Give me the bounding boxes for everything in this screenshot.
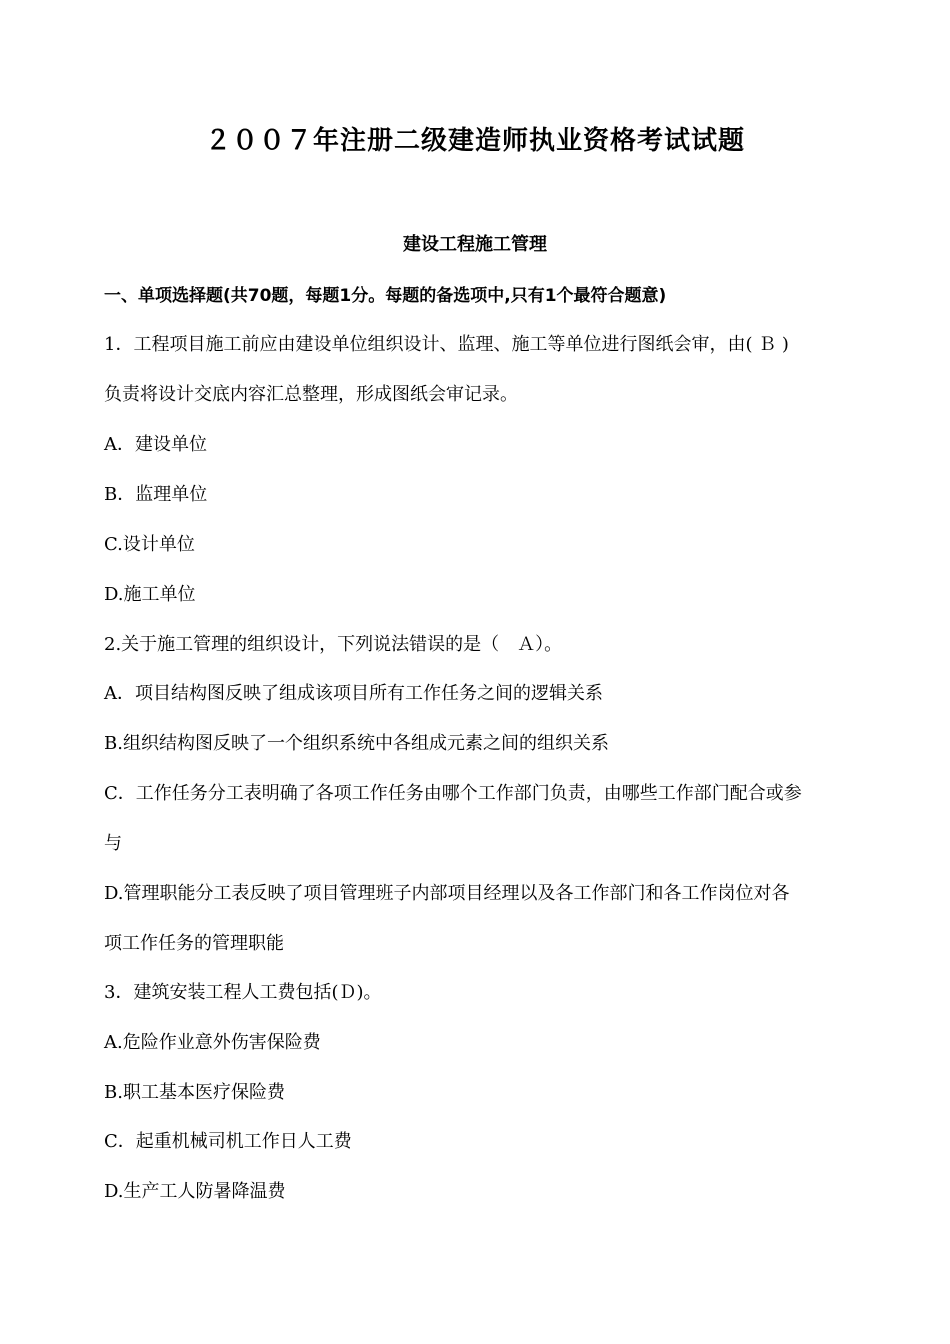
question-1-option-b: B．监理单位 bbox=[104, 484, 208, 505]
question-2-option-c-line-2: 与 bbox=[104, 833, 122, 854]
question-2-option-a: A．项目结构图反映了组成该项目所有工作任务之间的逻辑关系 bbox=[104, 683, 603, 704]
question-1-option-d: D.施工单位 bbox=[104, 584, 196, 605]
question-1-option-a: A．建设单位 bbox=[104, 434, 207, 455]
question-3-option-a: A.危险作业意外伤害保险费 bbox=[104, 1032, 321, 1053]
question-2-option-c-line-1: C．工作任务分工表明确了各项工作任务由哪个工作部门负责，由哪些工作部门配合或参 bbox=[104, 783, 802, 804]
question-1-stem-line-1: 1．工程项目施工前应由建设单位组织设计、监理、施工等单位进行图纸会审，由( Ｂ ) bbox=[104, 334, 789, 355]
question-1-stem-line-2: 负责将设计交底内容汇总整理，形成图纸会审记录。 bbox=[104, 384, 518, 405]
question-1-option-c: C.设计单位 bbox=[104, 534, 195, 555]
question-2-option-d-line-1: D.管理职能分工表反映了项目管理班子内部项目经理以及各工作部门和各工作岗位对各 bbox=[104, 883, 790, 904]
question-3-stem: 3．建筑安装工程人工费包括(Ｄ)。 bbox=[104, 982, 382, 1003]
question-3-option-b: B.职工基本医疗保险费 bbox=[104, 1082, 285, 1103]
question-2-stem: 2.关于施工管理的组织设计，下列说法错误的是（ Ａ）。 bbox=[104, 634, 563, 655]
question-2-option-b: B.组织结构图反映了一个组织系统中各组成元素之间的组织关系 bbox=[104, 733, 609, 754]
question-3-option-c: C．起重机械司机工作日人工费 bbox=[104, 1131, 352, 1152]
subject-heading: 建设工程施工管理 bbox=[403, 234, 547, 255]
page-title: ２００７年注册二级建造师执业资格考试试题 bbox=[204, 126, 745, 156]
section-heading: 一、单项选择题(共70题，每题1分。每题的备选项中,只有1个最符合题意) bbox=[104, 286, 667, 306]
question-3-option-d: D.生产工人防暑降温费 bbox=[104, 1181, 286, 1202]
question-2-option-d-line-2: 项工作任务的管理职能 bbox=[104, 933, 284, 954]
